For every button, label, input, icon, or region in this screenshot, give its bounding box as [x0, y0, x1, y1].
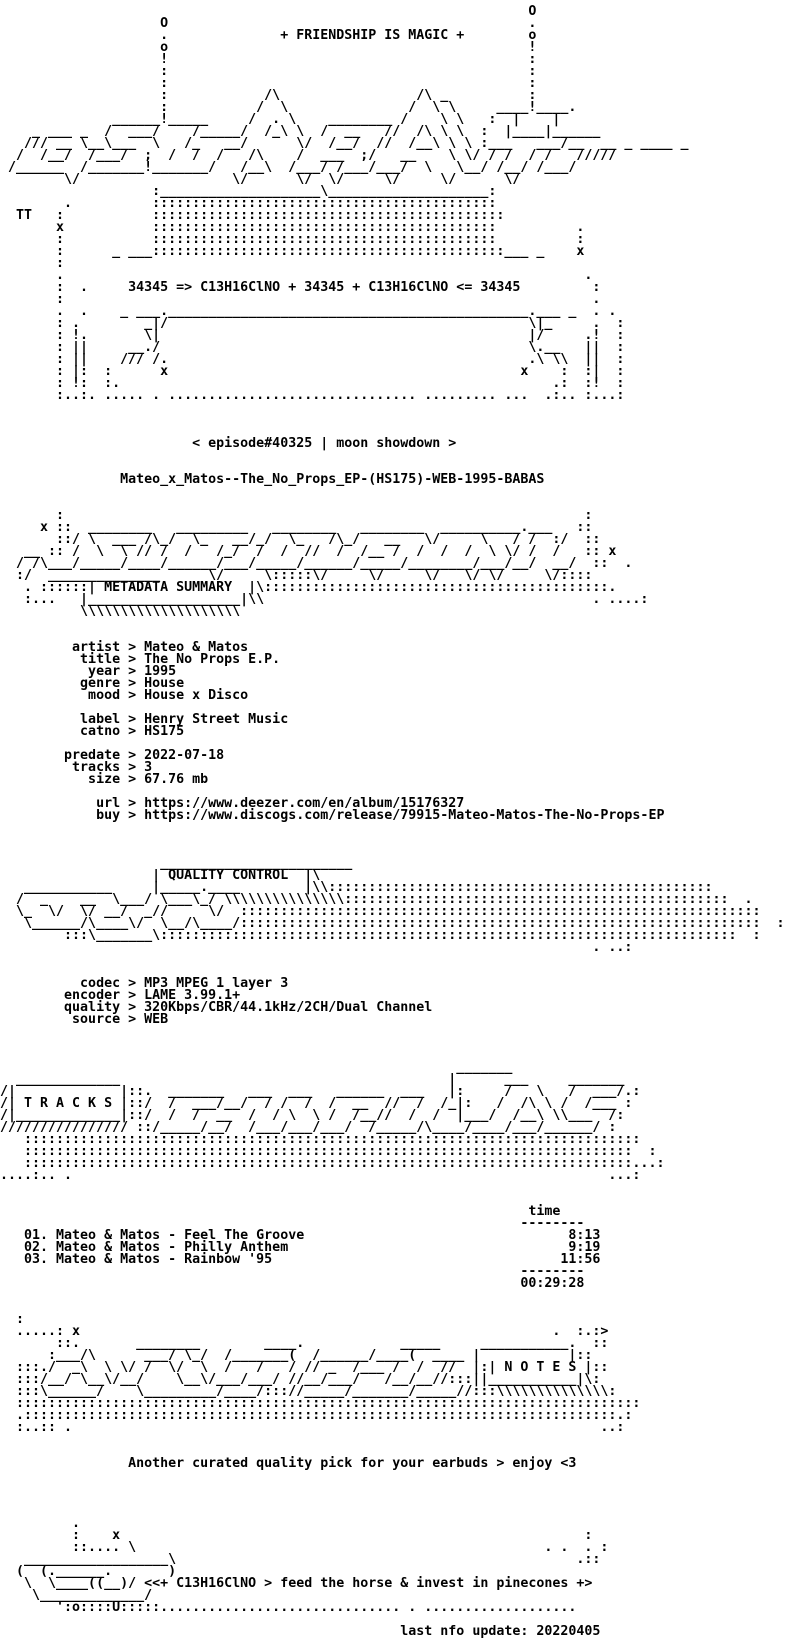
nfo-line: quality > 320Kbps/CBR/44.1kHz/2CH/Dual Channel	[0, 1000, 433, 1015]
nfo-line	[0, 1494, 680, 1506]
nfo-line: : !: :. .: :! :	[0, 376, 625, 391]
nfo-line	[0, 1290, 680, 1302]
nfo-line: | QUALITY CONTROL |\	[0, 868, 321, 883]
nfo-line: :	[0, 256, 65, 271]
nfo-line: O	[0, 4, 537, 19]
nfo-line: _ ___ _ / ___/ /_____/ /_\ \ / __ // /\ \ \ : |____|______	[0, 124, 601, 139]
nfo-line: \_____________/	[0, 1588, 153, 1603]
nfo-line: ':o::::U:::::.............................. . ...................	[0, 1600, 577, 1615]
nfo-line: --------	[0, 1264, 585, 1279]
nfo-line	[0, 1434, 680, 1446]
nfo-line: genre > House	[0, 676, 185, 691]
nfo-line: year > 1995	[0, 664, 177, 679]
nfo-line: : / \ / \ \ ____!____.	[0, 100, 577, 115]
nfo-line: :..:. ..... . ............................... ......... ... .:.. :...:	[0, 388, 625, 403]
nfo-line: /|_____________|::/ / / __ / / \ \ / /__// / / |___/ /__\ \\___ /:	[0, 1108, 625, 1123]
nfo-line: :::::::::::::::::::::::::::::::::::::::::::::::::::::::::::::::::::::::::::: :	[0, 1144, 657, 1159]
nfo-line: :::::::::::::::::::::::::::::::::::::::::::::::::::::::::::::::::::::::::::::	[0, 1132, 641, 1147]
nfo-line: . ::::::| METADATA SUMMARY |\:::::::::::::::::::::::::::::::::::::::::::.	[0, 580, 617, 595]
nfo-line: artist > Mateo & Matos	[0, 640, 249, 655]
nfo-line: Another curated quality pick for your earbuds > enjoy <3	[0, 1456, 577, 1471]
nfo-line	[0, 822, 680, 834]
nfo-line	[0, 1470, 680, 1482]
nfo-line: codec > MP3 MPEG 1 layer 3	[0, 976, 289, 991]
nfo-line: . ..:	[0, 940, 633, 955]
nfo-line: : _ ___::::::::::::::::::::::::::::::::::::::::::::___ _ x	[0, 244, 585, 259]
nfo-line	[0, 834, 680, 846]
nfo-line: : ::::::::::::::::::::::::::::::::::::::::::: :	[0, 232, 585, 247]
nfo-line: / /\___/_____/____/______/___/_____/______/_____/________/___/__/ __/ :: .	[0, 556, 633, 571]
nfo-line: __________________\ .::	[0, 1552, 601, 1567]
nfo-line: --------	[0, 1216, 585, 1231]
nfo-line: . . _ ___._____________________________________________.___ _ . .	[0, 304, 617, 319]
nfo-line: : /\ /\ _ :	[0, 88, 537, 103]
nfo-line: o !	[0, 40, 537, 55]
nfo-line: < episode#40325 | moon showdown >	[0, 436, 457, 451]
nfo-line: . + FRIENDSHIP IS MAGIC + o	[0, 28, 537, 43]
nfo-line: //////////////// ::/_____/__/ /___/___/___/ /_____/\____/____/___/______/ :	[0, 1120, 617, 1135]
nfo-line	[0, 618, 680, 630]
nfo-line: : :	[0, 508, 593, 523]
nfo-line: /______ /_______!_______/ /__\ /___/ /___/___/ \ \__/ /__/ /___/	[0, 160, 577, 175]
nfo-line: : .	[0, 292, 601, 307]
nfo-line: /// __ \__\___ \ /_ __/ \/ /__/ // /__\ \ \ :___ ___/__ __ _ ____ _	[0, 136, 689, 151]
nfo-line: \_ \/ \/ __/ _// \/ :::::::::::::::::::::::::::::::::::::::::::::::::::::::::::::::::	[0, 904, 761, 919]
nfo-text-block	[0, 4, 785, 1639]
nfo-line: :::\_______\:::::::::::::::::::::::::::::::::::::::::::::::::::::::::::::::::::::::: :	[0, 928, 761, 943]
nfo-line	[0, 1506, 680, 1518]
nfo-line: time	[0, 1204, 561, 1219]
nfo-line: ________________________	[0, 856, 353, 871]
nfo-line: ( (.______. )	[0, 1564, 177, 1579]
nfo-line: x :: ________ _________ ________ ________ __________.___ ::	[0, 520, 593, 535]
nfo-line: title > The No Props E.P.	[0, 652, 281, 667]
nfo-line: O .	[0, 16, 537, 31]
nfo-line: :::./ _\ \ \/ / \/ \ / / / // _ /___ / / // |:| N O T E S |::	[0, 1360, 609, 1375]
nfo-line: ! :	[0, 52, 537, 67]
nfo-line: /| T R A C K S |::/ / ___/__/ / / / / __ // / /_|: / /\ \ / /___ :	[0, 1096, 633, 1111]
nfo-line: tracks > 3	[0, 760, 153, 775]
nfo-line: ::/ \ ___ /\_/ \_ __/_/ \_ /\_/ __ \/ \ / / :/ ::	[0, 532, 601, 547]
nfo-line: label > Henry Street Music	[0, 712, 289, 727]
nfo-line: x ::::::::::::::::::::::::::::::::::::::::::: .	[0, 220, 585, 235]
nfo-line: : x :	[0, 1528, 593, 1543]
nfo-line: .....: x . :.:>	[0, 1324, 609, 1339]
nfo-line: 00:29:28	[0, 1276, 585, 1291]
nfo-line: _______	[0, 1060, 513, 1075]
nfo-line: .::::::::::::::::::::::::::::::::::::::::::::::::::::::::::::::::::::::::::.:	[0, 1408, 633, 1423]
nfo-line: \/ \/ \/ \/ \/ \/ \/	[0, 172, 521, 187]
nfo-line: ::::::::::::::::::::::::::::::::::::::::::::::::::::::::::::::::::::::::::::...:	[0, 1156, 665, 1171]
nfo-line: 03. Mateo & Matos - Rainbow '95 11:56	[0, 1252, 601, 1267]
nfo-line	[0, 486, 680, 498]
nfo-line	[0, 450, 680, 462]
nfo-line: : :	[0, 76, 537, 91]
nfo-line: url > https://www.deezer.com/en/album/15176327	[0, 796, 465, 811]
nfo-line: .	[0, 1516, 81, 1531]
nfo-line: source > WEB	[0, 1012, 169, 1027]
nfo-line: ....:.. . ...:	[0, 1168, 641, 1183]
nfo-line: :___/\ ___/ \_/ /_______( /______/____( ____ | |::	[0, 1348, 593, 1363]
nfo-line: . :::::::::::::::::::::::::::::::::::::::::::	[0, 196, 497, 211]
nfo-line: :... |___________________|\\ . ....:	[0, 592, 649, 607]
nfo-line: :::/__/ \__\/__/ \__\/___/___/ //__/___/ /__/__//:::||___________|\:	[0, 1372, 601, 1387]
nfo-line: buy > https://www.discogs.com/release/79915-Mateo-Matos-The-No-Props-EP	[0, 808, 665, 823]
nfo-line: :::\______/ \_________/____/::://_____/_______/_____//:::\\\\\\\\\\\\\\:	[0, 1384, 617, 1399]
nfo-line: last nfo update: 20220405	[0, 1624, 601, 1639]
nfo-line: /| |::. _______ ___ ___ ______ ___ |: / \ / ___/.:	[0, 1084, 641, 1099]
nfo-line: Mateo_x_Matos--The_No_Props_EP-(HS175)-WEB-1995-BABAS	[0, 472, 545, 487]
nfo-line: catno > HS175	[0, 724, 185, 739]
nfo-line	[0, 402, 680, 414]
nfo-line: _____________ | ___ _______	[0, 1072, 625, 1087]
nfo-line: : || /// /. .\ \\ || :	[0, 352, 625, 367]
nfo-line: :____________________\____________________:	[0, 184, 497, 199]
nfo-line: : !. \| |/ .! :	[0, 328, 625, 343]
nfo-line: . .	[0, 268, 593, 283]
nfo-line: encoder > LAME 3.99.1+	[0, 988, 241, 1003]
nfo-line	[0, 1038, 680, 1050]
nfo-line: \\\\\\\\\\\\\\\\\\\\	[0, 604, 241, 619]
nfo-line: : . _|/ \|_ . :	[0, 316, 625, 331]
nfo-line: __ :: / \ \ // / / /_/ / / // / /__ / / / / \ \/ / / :: x	[0, 544, 617, 559]
nfo-line: / _ __ \___/ \___\_/ \\\\\\\\\\\\\\\:::::::::::::::::::::::::::::::::::::::::::::::: .	[0, 892, 753, 907]
nfo-line: / /__/ /___/ ; / / / /\ / ___ ;/ __ \ \/ / / / / /////	[0, 148, 617, 163]
nfo-line: 01. Mateo & Matos - Feel The Groove 8:13	[0, 1228, 601, 1243]
nfo-line: 02. Mateo & Matos - Philly Anthem 9:19	[0, 1240, 601, 1255]
nfo-line	[0, 1482, 680, 1494]
nfo-line: \______/\____\/ \__/\____/::::::::::::::::::::::::::::::::::::::::::::::::::::::::::::::::: :	[0, 916, 785, 931]
nfo-line: : :	[0, 64, 537, 79]
nfo-line: : || __./ \.__ || :	[0, 340, 625, 355]
nfo-line: TT : ::::::::::::::::::::::::::::::::::::::::::::	[0, 208, 505, 223]
nfo-line: ___________ |_____.____ |\\::::::::::::::::::::::::::::::::::::::::::::::::	[0, 880, 713, 895]
nfo-line: :	[0, 1312, 25, 1327]
nfo-line: size > 67.76 mb	[0, 772, 209, 787]
nfo-line: \ \____((__)/ <<+ C13H16ClNO > feed the horse & invest in pinecones +>	[0, 1576, 593, 1591]
nfo-line	[0, 1026, 680, 1038]
nfo-line: : . 34345 => C13H16ClNO + 34345 + C13H16ClNO <= 34345 :	[0, 280, 601, 295]
nfo-line	[0, 414, 680, 426]
nfo-line: mood > House x Disco	[0, 688, 249, 703]
nfo-line	[0, 954, 680, 966]
nfo-line: :/ ______________ \/ \:::::\/ \/ \/ \/ \/ \/::::	[0, 568, 593, 583]
nfo-line	[0, 1302, 680, 1314]
nfo-line: : |: : x x : :| :	[0, 364, 625, 379]
nfo-line: ::::::::::::::::::::::::::::::::::::::::::::::::::::::::::::::::::::::::::::::	[0, 1396, 641, 1411]
nfo-line	[0, 1182, 680, 1194]
nfo-line: predate > 2022-07-18	[0, 748, 225, 763]
nfo-line: ______!_____ / . \ ________ / \ \ : | |	[0, 112, 561, 127]
nfo-line: ::. ________ ____. _____ ___________. ::	[0, 1336, 609, 1351]
nfo-line: ::.... \ . . . :	[0, 1540, 609, 1555]
nfo-line: :..:: . ..:	[0, 1420, 625, 1435]
